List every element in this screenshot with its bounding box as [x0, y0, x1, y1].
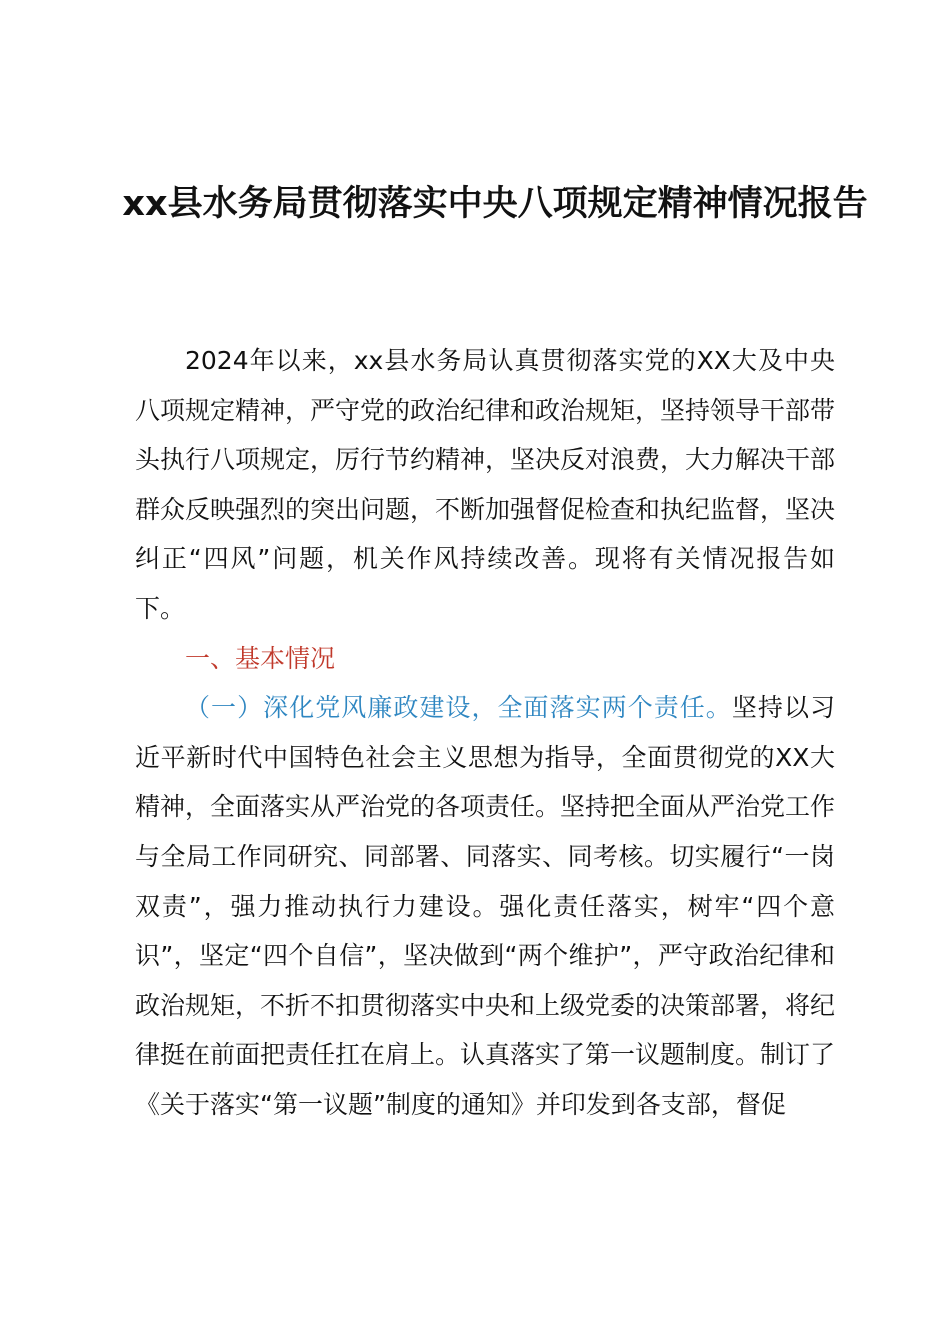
subsection-text: 坚持以习近平新时代中国特色社会主义思想为指导，全面贯彻党的XX大精神，全面落实从严治党的各项责任。坚持把全面从严治党工作与全局工作同研究、同部署、同落实、同考核。切实履行“一岗双责”，强力推动执行力建设。强化责任落实，树牢“四个意识”，坚定“四个自信”，坚决做到“两个维护”，严守政治纪律和政治规矩，不折不扣贯彻落实中央和上级党委的决策部署，将纪律挺在前面把责任扛在肩上。认真落实了第一议题制度。制订了《关于落实“第一议题”制度的通知》并印发到各支部，督促 [135, 693, 836, 1119]
subsection-paragraph [135, 683, 835, 1129]
section-heading: 一、基本情况 [185, 643, 336, 673]
intro-paragraph: 2024年以来，xx县水务局认真贯彻落实党的XX大及中央八项规定精神，严守党的政治纪律和政治规矩，坚持领导干部带头执行八项规定，厉行节约精神，坚决反对浪费，大力解决干部群众反映强烈的突出问题，不断加强督促检查和执纪监督，坚决纠正“四风”问题，机关作风持续改善。现将有关情况报告如下。 [135, 346, 836, 623]
document-title: xx县水务局贯彻落实中央八项规定精神情况报告 [122, 184, 868, 224]
document-body [135, 336, 835, 1130]
subsection-heading: （一）深化党风廉政建设，全面落实两个责任。 [185, 693, 732, 723]
